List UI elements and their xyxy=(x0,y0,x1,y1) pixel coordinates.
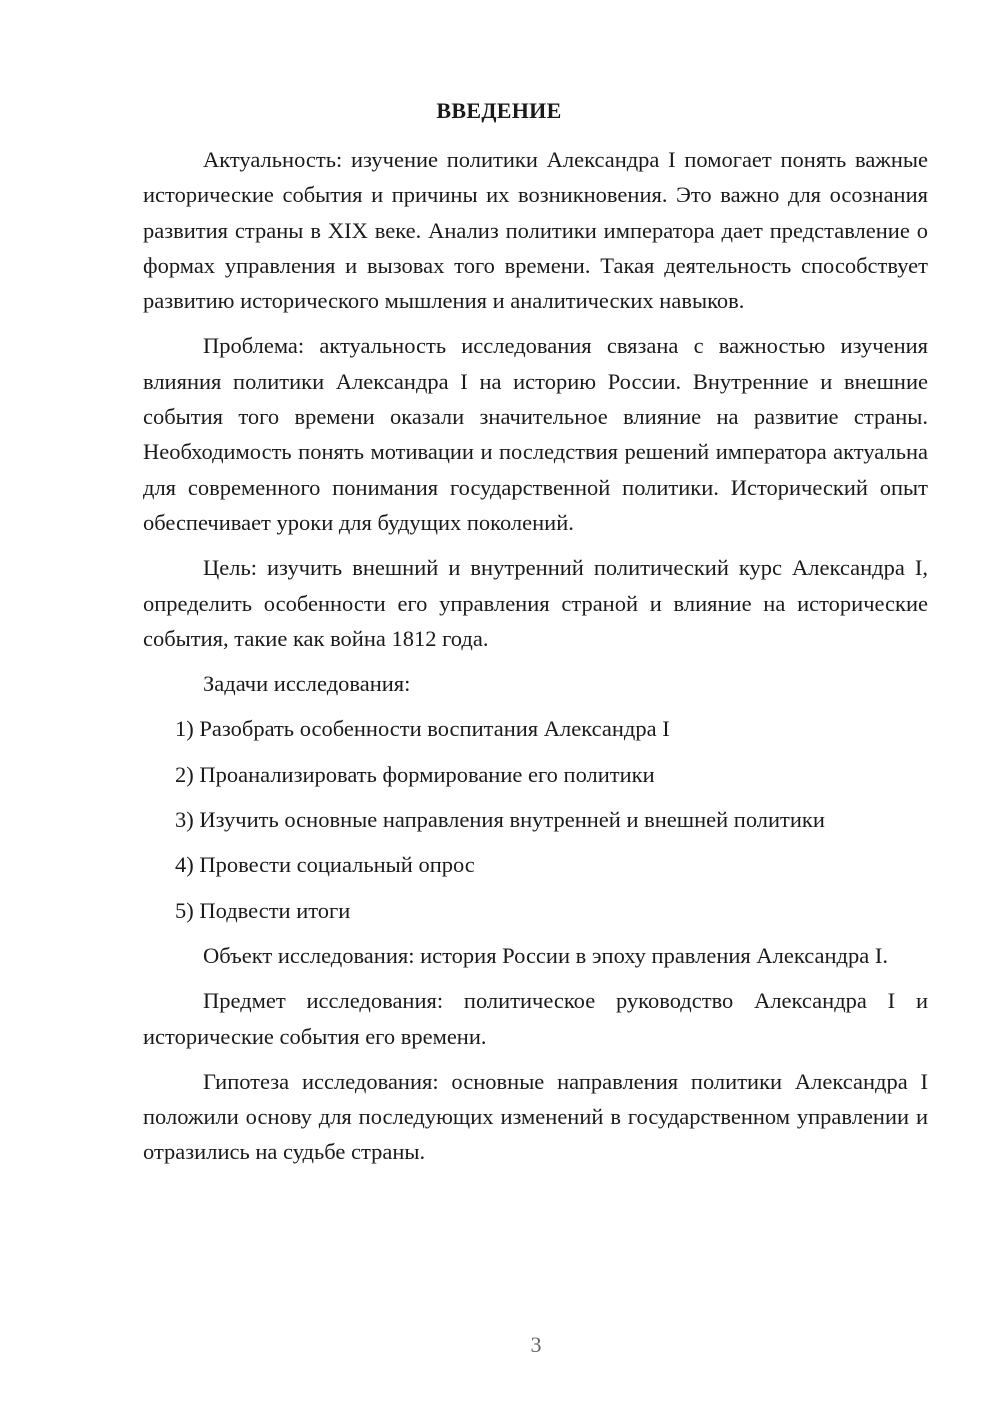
task-item-5: 5) Подвести итоги xyxy=(175,897,351,923)
paragraph-object: Объект исследования: история России в эпоху правления Александра I. xyxy=(203,942,888,968)
tasks-heading: Задачи исследования: xyxy=(203,671,411,697)
page-title: ВВЕДЕНИЕ xyxy=(436,98,562,123)
page-number: 3 xyxy=(530,1332,542,1357)
paragraph-goal: Цель: изучить внешний и внутренний политический курс Александра I, определить особенности его управления страной и влияние на исторические события, такие как война 1812 года. xyxy=(143,555,928,651)
task-item-4: 4) Провести социальный опрос xyxy=(175,852,475,878)
document-body xyxy=(143,142,928,1170)
paragraph-relevance: Актуальность: изучение политики Александра I помогает понять важные исторические события и причины их возникновения. Это важно для осознания развития страны в XIX веке. Анализ политики императора дает представление о формах управления и вызовах того времени. Такая деятельность способствует развитию исторического мышления и аналитических навыков. xyxy=(143,147,928,314)
paragraph-subject: Предмет исследования: политическое руководство Александра I и исторические события его времени. xyxy=(143,988,928,1049)
task-item-1: 1) Разобрать особенности воспитания Александра I xyxy=(175,716,670,742)
paragraph-problem: Проблема: актуальность исследования связана с важностью изучения влияния политики Александра I на историю России. Внутренние и внешние события того времени оказали значительное влияние на развитие страны. Необходимость понять мотивации и последствия решений императора актуальна для современного понимания государственной политики. Исторический опыт обеспечивает уроки для будущих поколений. xyxy=(143,333,928,535)
task-item-3: 3) Изучить основные направления внутренней и внешней политики xyxy=(175,807,825,833)
task-item-2: 2) Проанализировать формирование его политики xyxy=(175,761,655,787)
paragraph-hypothesis: Гипотеза исследования: основные направления политики Александра I положили основу для последующих изменений в государственном управлении и отразились на судьбе страны. xyxy=(143,1068,928,1165)
